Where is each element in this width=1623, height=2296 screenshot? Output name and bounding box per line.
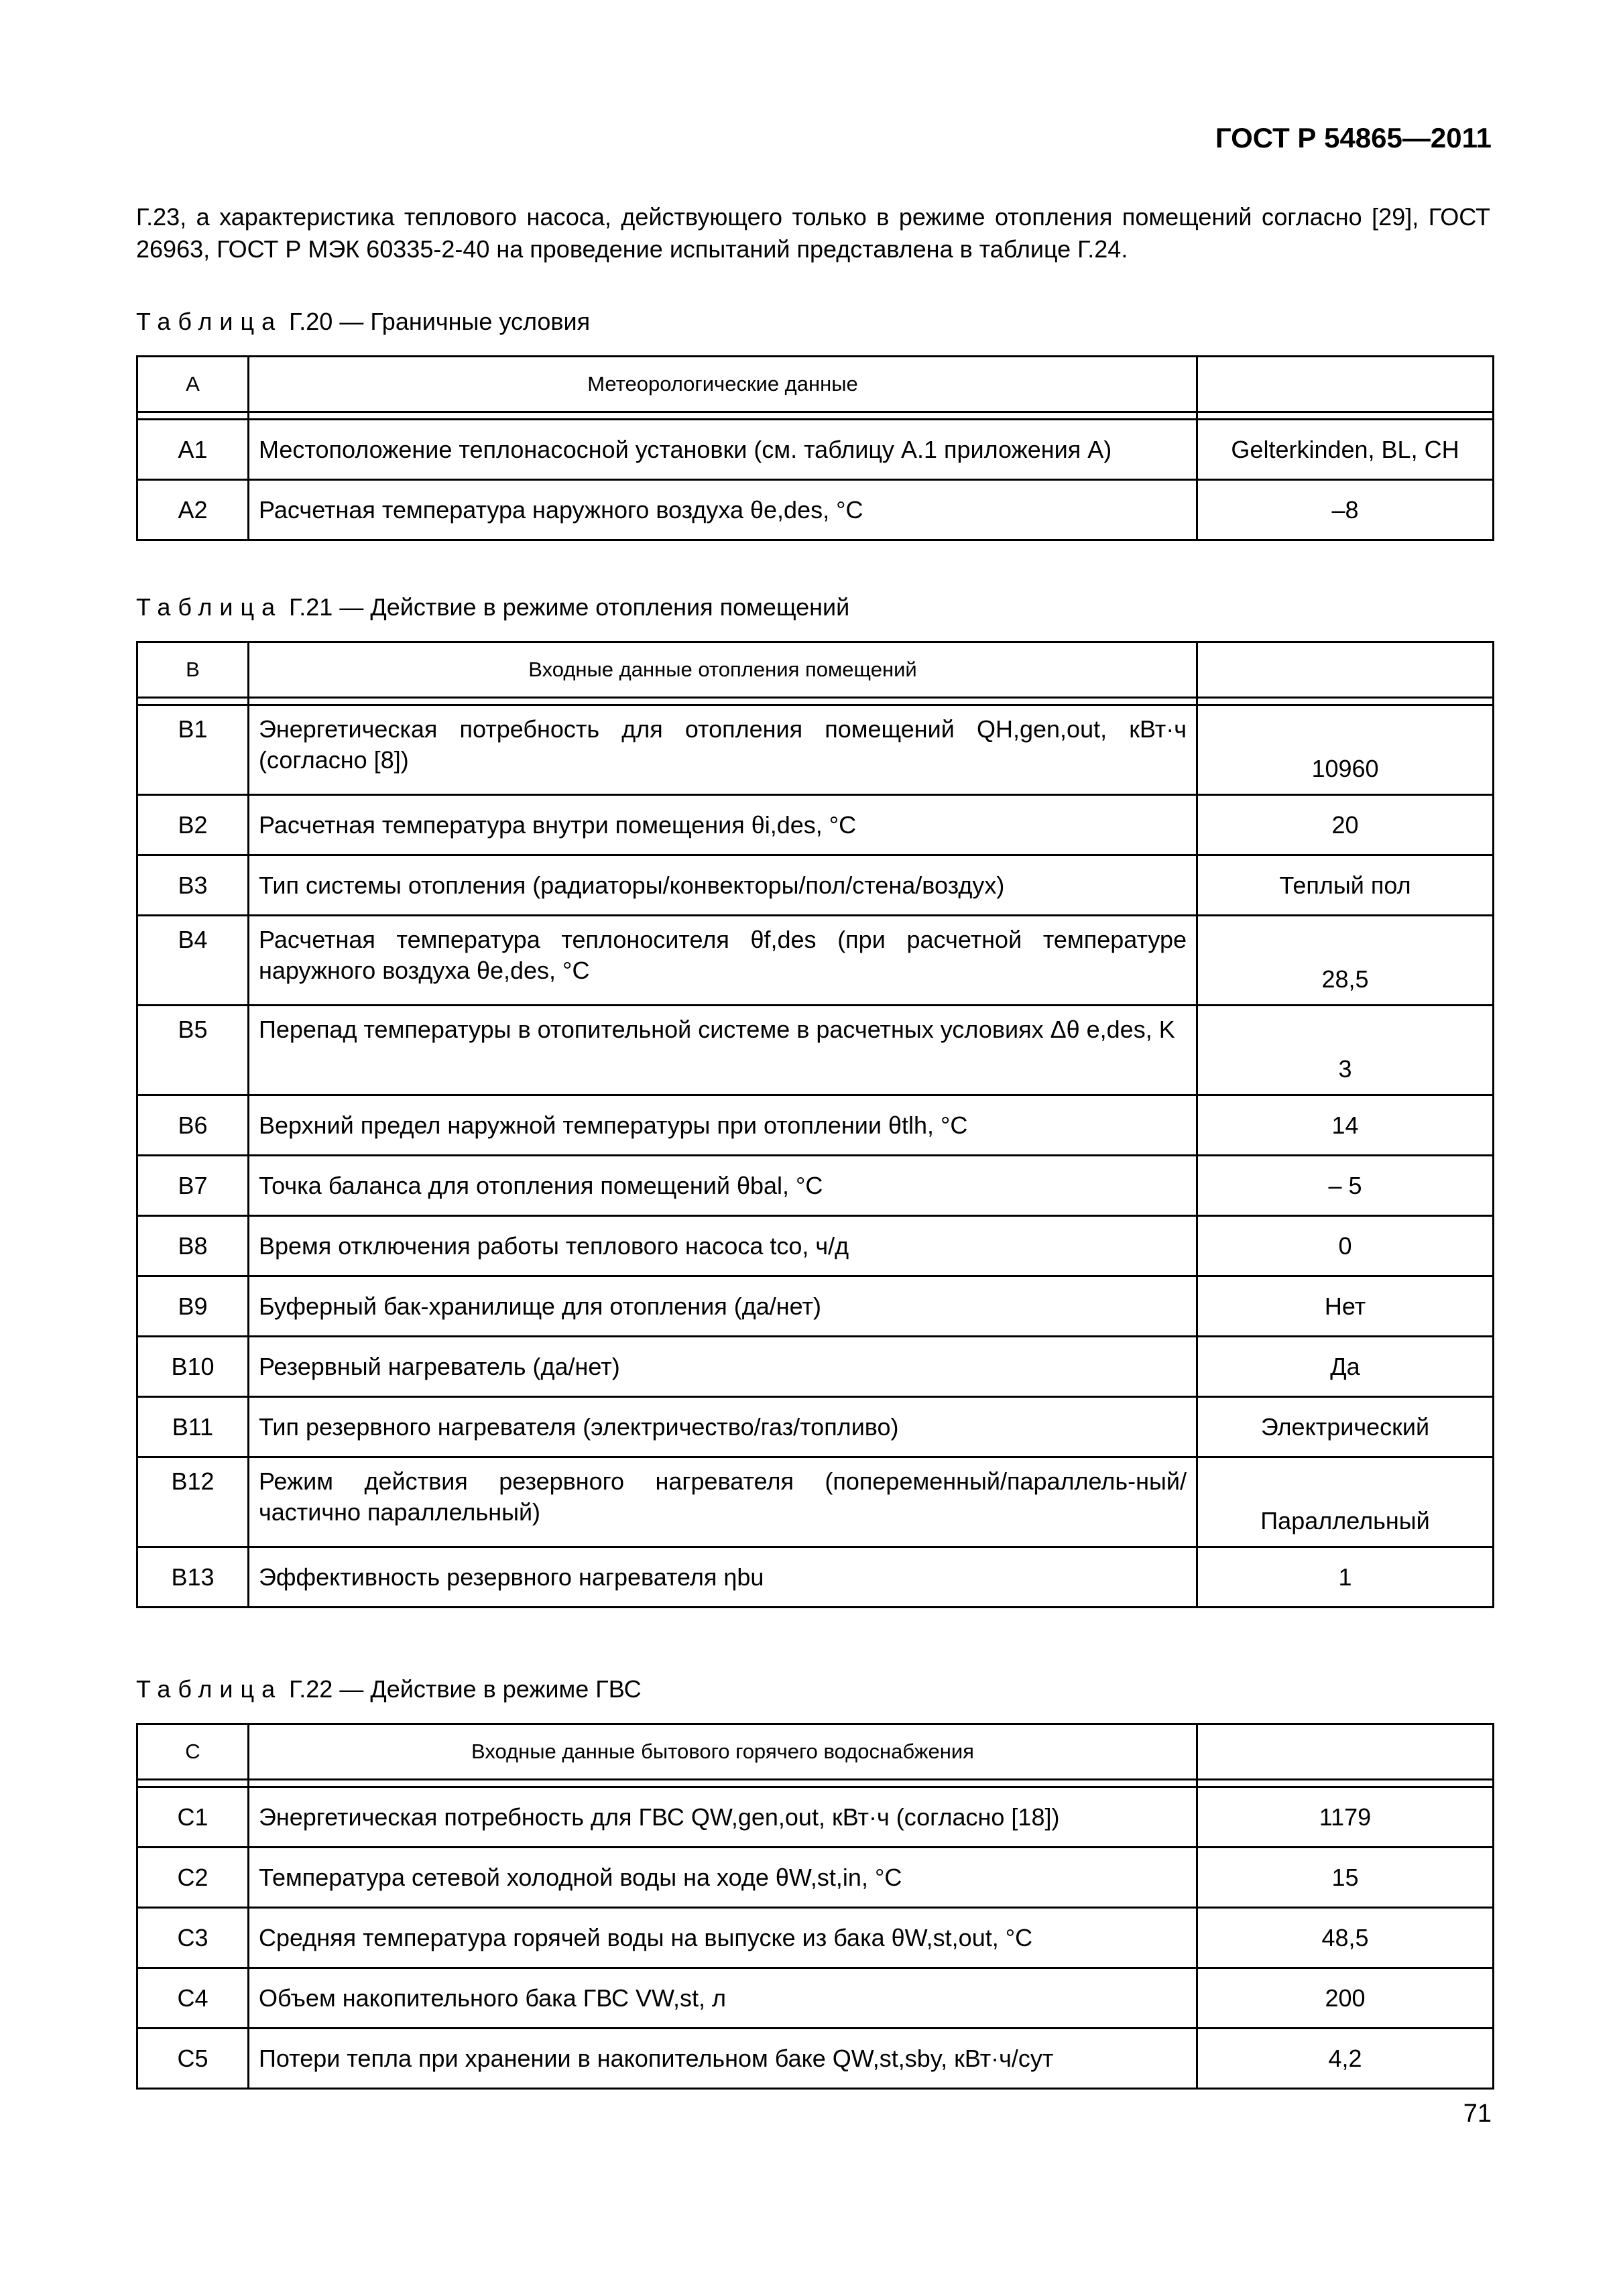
table-row — [137, 1216, 1494, 1276]
header-value-cell — [1197, 357, 1494, 412]
separator-cell — [137, 1780, 249, 1787]
row-description: Расчетная температура теплоносителя θf,des (при расчетной температуре наружного воздуха θe,des, °С — [249, 916, 1197, 1006]
row-code: С2 — [137, 1848, 249, 1908]
table-row — [137, 480, 1494, 540]
table-row — [137, 1908, 1494, 1968]
table-22 — [136, 1723, 1494, 2090]
header-section-title: Метеорологические данные — [249, 357, 1197, 412]
table-row — [137, 916, 1494, 1006]
row-value: 20 — [1197, 795, 1494, 855]
separator-cell — [249, 1780, 1197, 1787]
header-separator — [137, 1780, 1494, 1787]
row-description: Потери тепла при хранении в накопительном баке QW,st,sby, кВт·ч/сут — [249, 2029, 1197, 2089]
row-description: Эффективность резервного нагревателя ηbu — [249, 1547, 1197, 1608]
table-row — [137, 795, 1494, 855]
header-section-title: Входные данные отопления помещений — [249, 642, 1197, 698]
intro-paragraph — [136, 201, 1490, 265]
row-code: В12 — [137, 1457, 249, 1547]
row-description: Энергетическая потребность для ГВС QW,gen,out, кВт·ч (согласно [18]) — [249, 1787, 1197, 1848]
table-row — [137, 1006, 1494, 1095]
row-description: Температура сетевой холодной воды на ходе θW,st,in, °С — [249, 1848, 1197, 1908]
table-row — [137, 1276, 1494, 1337]
row-code: С4 — [137, 1968, 249, 2029]
header-value-cell — [1197, 1724, 1494, 1780]
row-description: Время отключения работы теплового насоса tco, ч/д — [249, 1216, 1197, 1276]
row-value: Теплый пол — [1197, 855, 1494, 916]
header-separator — [137, 698, 1494, 705]
row-description: Энергетическая потребность для отопления помещений QH,gen,out, кВт·ч (согласно [8]) — [249, 705, 1197, 795]
table-header-row — [137, 357, 1494, 412]
caption-title: Г.21 — Действие в режиме отопления помещений — [289, 593, 850, 621]
row-code: В1 — [137, 705, 249, 795]
row-description: Верхний предел наружной температуры при отоплении θtlh, °С — [249, 1095, 1197, 1156]
row-code: В3 — [137, 855, 249, 916]
page-number: 71 — [1463, 2100, 1492, 2128]
separator-cell — [1197, 698, 1494, 705]
row-code: В7 — [137, 1156, 249, 1216]
table-21-caption — [136, 593, 849, 622]
row-code: В11 — [137, 1397, 249, 1457]
row-value: 15 — [1197, 1848, 1494, 1908]
table-20 — [136, 355, 1494, 541]
caption-prefix: Таблица — [136, 593, 283, 621]
row-code: С5 — [137, 2029, 249, 2089]
row-code: С1 — [137, 1787, 249, 1848]
row-code: В4 — [137, 916, 249, 1006]
separator-cell — [249, 412, 1197, 420]
header-separator — [137, 412, 1494, 420]
row-code: В2 — [137, 795, 249, 855]
table-21 — [136, 641, 1494, 1608]
row-code: В9 — [137, 1276, 249, 1337]
row-description: Местоположение теплонасосной установки (см. таблицу А.1 приложения А) — [249, 420, 1197, 480]
row-value: –8 — [1197, 480, 1494, 540]
separator-cell — [1197, 1780, 1494, 1787]
header-value-cell — [1197, 642, 1494, 698]
row-description: Тип системы отопления (радиаторы/конвекторы/пол/стена/воздух) — [249, 855, 1197, 916]
table-22-caption — [136, 1675, 642, 1704]
row-code: В13 — [137, 1547, 249, 1608]
row-code: С3 — [137, 1908, 249, 1968]
table-20-caption — [136, 307, 590, 337]
separator-cell — [137, 412, 249, 420]
row-description: Тип резервного нагревателя (электричество/газ/топливо) — [249, 1397, 1197, 1457]
row-description: Средняя температура горячей воды на выпуске из бака θW,st,out, °С — [249, 1908, 1197, 1968]
row-code: А1 — [137, 420, 249, 480]
row-description: Режим действия резервного нагревателя (попеременный/параллель-ный/частично параллельный) — [249, 1457, 1197, 1547]
separator-cell — [249, 698, 1197, 705]
row-code: А2 — [137, 480, 249, 540]
row-code: В5 — [137, 1006, 249, 1095]
table-row — [137, 1547, 1494, 1608]
header-section-code: А — [137, 357, 249, 412]
row-code: В8 — [137, 1216, 249, 1276]
separator-cell — [1197, 412, 1494, 420]
row-code: В10 — [137, 1337, 249, 1397]
row-description: Резервный нагреватель (да/нет) — [249, 1337, 1197, 1397]
row-value: Да — [1197, 1337, 1494, 1397]
caption-title: Г.20 — Граничные условия — [289, 308, 591, 335]
row-value: 1179 — [1197, 1787, 1494, 1848]
row-description: Буферный бак-хранилище для отопления (да/нет) — [249, 1276, 1197, 1337]
row-value: 3 — [1197, 1006, 1494, 1095]
table-row — [137, 855, 1494, 916]
row-value: 28,5 — [1197, 916, 1494, 1006]
row-value: 0 — [1197, 1216, 1494, 1276]
table-row — [137, 1095, 1494, 1156]
table-row — [137, 1457, 1494, 1547]
table-row — [137, 2029, 1494, 2089]
table-row — [137, 1397, 1494, 1457]
row-value: Параллельный — [1197, 1457, 1494, 1547]
row-code: В6 — [137, 1095, 249, 1156]
table-row — [137, 420, 1494, 480]
document-id-header: ГОСТ Р 54865—2011 — [1215, 122, 1492, 154]
row-value: Gelterkinden, BL, CH — [1197, 420, 1494, 480]
table-row — [137, 1156, 1494, 1216]
header-section-code: С — [137, 1724, 249, 1780]
row-value: Нет — [1197, 1276, 1494, 1337]
table-row — [137, 705, 1494, 795]
row-value: Электрический — [1197, 1397, 1494, 1457]
caption-prefix: Таблица — [136, 1675, 283, 1703]
table-header-row — [137, 642, 1494, 698]
header-section-code: В — [137, 642, 249, 698]
table-row — [137, 1337, 1494, 1397]
caption-prefix: Таблица — [136, 308, 283, 335]
separator-cell — [137, 698, 249, 705]
caption-title: Г.22 — Действие в режиме ГВС — [289, 1675, 642, 1703]
row-value: 200 — [1197, 1968, 1494, 2029]
table-row — [137, 1848, 1494, 1908]
row-value: 1 — [1197, 1547, 1494, 1608]
table-row — [137, 1968, 1494, 2029]
row-value: 4,2 — [1197, 2029, 1494, 2089]
row-description: Расчетная температура наружного воздуха θe,des, °С — [249, 480, 1197, 540]
table-row — [137, 1787, 1494, 1848]
row-description: Расчетная температура внутри помещения θi,des, °С — [249, 795, 1197, 855]
row-value: 48,5 — [1197, 1908, 1494, 1968]
table-header-row — [137, 1724, 1494, 1780]
row-description: Объем накопительного бака ГВС VW,st, л — [249, 1968, 1197, 2029]
row-value: 14 — [1197, 1095, 1494, 1156]
row-description: Перепад температуры в отопительной системе в расчетных условиях Δθ e,des, K — [249, 1006, 1197, 1095]
row-description: Точка баланса для отопления помещений θbal, °С — [249, 1156, 1197, 1216]
header-section-title: Входные данные бытового горячего водоснабжения — [249, 1724, 1197, 1780]
row-value: – 5 — [1197, 1156, 1494, 1216]
row-value: 10960 — [1197, 705, 1494, 795]
intro-text: Г.23, а характеристика теплового насоса, действующего только в режиме отопления помещений согласно [29], ГОСТ 26963, ГОСТ Р МЭК 60335-2-40 на проведение испытаний представлена в таблице Г.24. — [136, 203, 1490, 263]
